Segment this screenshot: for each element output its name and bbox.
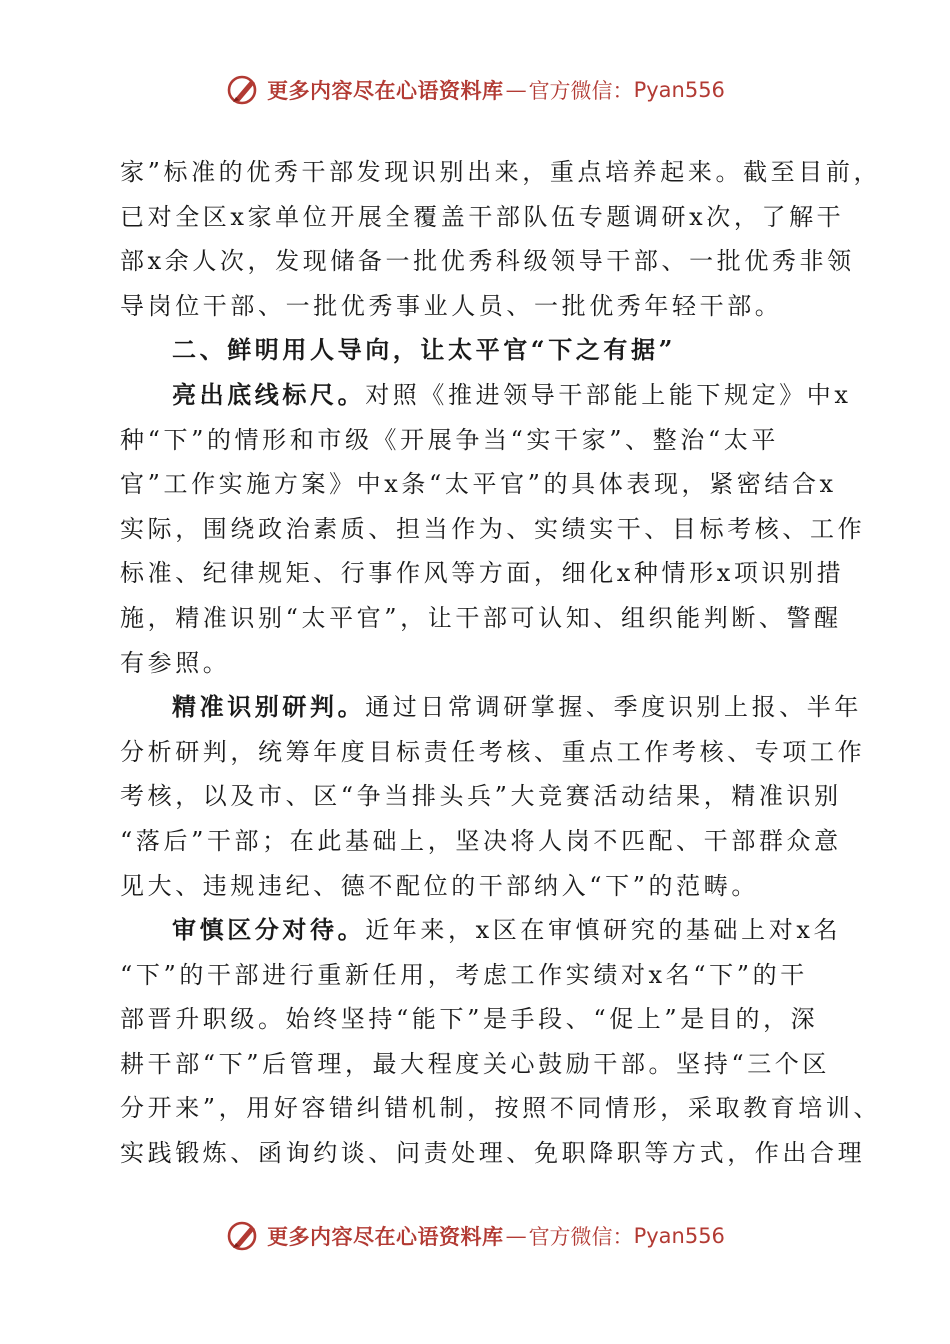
paragraph-line: 分析研判，统筹年度目标责任考核、重点工作考核、专项工作 [120,737,866,766]
paragraph-line: 官”工作实施方案》中x条“太平官”的具体表现，紧密结合x [120,470,837,499]
paragraph-line: “下”的干部进行重新任用，考虑工作实绩对x名“下”的干 [120,960,808,989]
paragraph-first-line [120,685,863,730]
paragraph-lead-heading: 精准识别研判。 [172,692,366,722]
banner-site-text: 更多内容尽在心语资料库 [267,1225,504,1249]
pen-logo-icon [225,1218,261,1254]
paragraph-line: 种“下”的情形和市级《开展争当“实干家”、整治“太平 [120,425,779,454]
paragraph-first-line [120,373,852,418]
banner-wechat-label: 官方微信： [528,1225,634,1249]
paragraph-line: 部x余人次，发现储备一批优秀科级领导干部、一批优秀非领 [120,247,855,276]
paragraph-line: 部晋升职级。始终坚持“能下”是手段、“促上”是目的，深 [120,1005,819,1034]
pen-logo-icon [225,72,261,108]
paragraph-line: 实践锻炼、函询约谈、问责处理、免职降职等方式，作出合理 [120,1139,866,1168]
paragraph-line: 家”标准的优秀干部发现识别出来，重点培养起来。截至目前， [120,158,882,186]
paragraph-line: 见大、违规违纪、德不配位的干部纳入“下”的范畴。 [120,871,759,900]
banner-site-text: 更多内容尽在心语资料库 [267,79,504,103]
paragraph-text: 通过日常调研掌握、季度识别上报、半年 [365,693,863,722]
paragraph-text: 对照《推进领导干部能上能下规定》中x [365,380,852,409]
paragraph-lead-heading: 亮出底线标尺。 [172,379,366,409]
banner-separator: — [505,78,527,102]
paragraph-line: 已对全区x家单位开展全覆盖干部队伍专题调研x次，了解干 [120,202,845,231]
paragraph-line: 考核，以及市、区“争当排头兵”大竞赛活动结果，精准识别 [120,782,842,811]
document-body [120,150,882,1176]
paragraph-line: 标准、纪律规矩、行事作风等方面，细化x种情形x项识别措 [120,559,845,588]
paragraph-line: 导岗位干部、一批优秀事业人员、一批优秀年轻干部。 [120,291,783,320]
paragraph-text: 近年来，x区在审慎研究的基础上对x名 [365,916,842,945]
footer-banner [0,1214,950,1258]
paragraph-line: 分开来”，用好容错纠错机制，按照不同情形，采取教育培训、 [120,1094,882,1123]
banner-wechat-id: Pyan556 [633,78,725,102]
paragraph-line: 耕干部“下”后管理，最大程度关心鼓励干部。坚持“三个区 [120,1049,831,1078]
banner-separator: — [505,1224,527,1248]
paragraph-lead-heading: 审慎区分对待。 [172,915,366,945]
paragraph-line: 实际，围绕政治素质、担当作为、实绩实干、目标考核、工作 [120,514,866,543]
section-heading: 二、鲜明用人导向，让太平官“下之有据” [172,335,677,365]
paragraph-first-line [120,908,842,953]
paragraph-line: 有参照。 [120,648,231,677]
paragraph-line: 施，精准识别“太平官”，让干部可认知、组织能判断、警醒 [120,603,842,632]
banner-wechat-label: 官方微信： [528,79,634,103]
paragraph-line: “落后”干部；在此基础上，坚决将人岗不匹配、干部群众意 [120,826,842,855]
header-banner [0,68,950,112]
banner-wechat-id: Pyan556 [633,1224,725,1248]
